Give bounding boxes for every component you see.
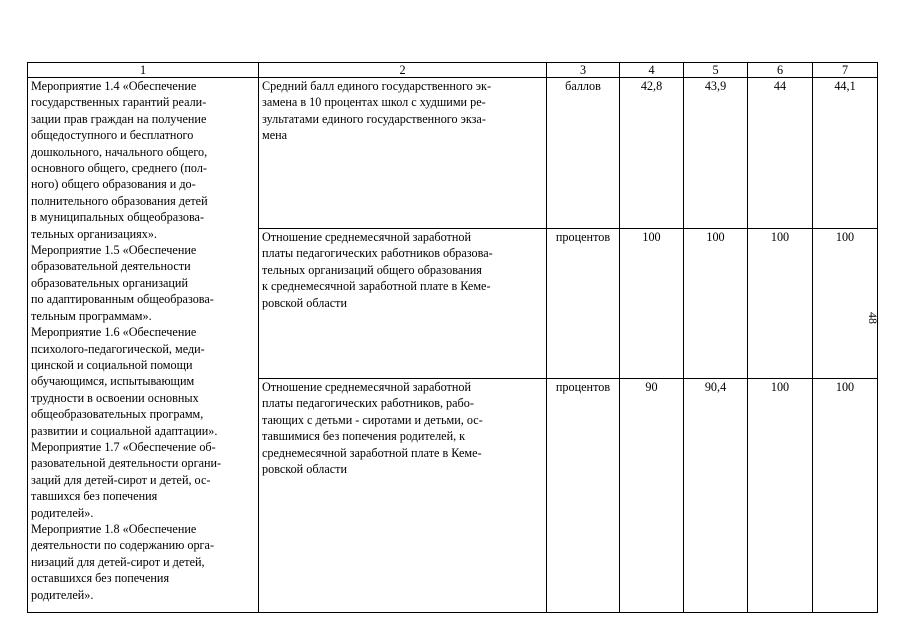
- header-cell-7: 7: [813, 63, 878, 78]
- value-cell-7: 100: [813, 229, 878, 379]
- indicator-cell: Отношение среднемесячной заработной платы педагогических работников, рабо- тающих с детьми - сиротами и детьми, ос- тавшимися без попечения родителей, к среднемесячной заработной плате в Кеме- ровской области: [259, 379, 547, 613]
- page-number: 48: [866, 312, 880, 324]
- value-cell-5: 90,4: [684, 379, 748, 613]
- measures-cell: Мероприятие 1.4 «Обеспечение государственных гарантий реали- зации прав граждан на получение общедоступного и бесплатного дошкольного, начального общего, основного общего, среднего (пол- ного) общего образования и до- полнительного образования детей в муниципальных общеобразова- тельных организациях». Мероприятие 1.5 «Обеспечение образовательной деятельности образовательных организаций по адаптированным общеобразова- тельным программам». Мероприятие 1.6 «Обеспечение психолого-педагогической, меди- цинской и социальной помощи обучающимся, испытывающим трудности в освоении основных общеобразовательных программ, развитии и социальной адаптации». Мероприятие 1.7 «Обеспечение об- разовательной деятельности органи- заций для детей-сирот и детей, ос- тавшихся без попечения родителей». Мероприятие 1.8 «Обеспечение деятельности по содержанию орга- низаций для детей-сирот и детей, оставшихся без попечения родителей».: [28, 78, 259, 613]
- value-cell-6: 44: [748, 78, 813, 229]
- value-cell-5: 100: [684, 229, 748, 379]
- unit-cell: процентов: [547, 379, 620, 613]
- indicator-cell: Отношение среднемесячной заработной платы педагогических работников образова- тельных организаций общего образования к среднемесячной заработной плате в Кеме- ровской области: [259, 229, 547, 379]
- value-cell-4: 90: [620, 379, 684, 613]
- indicators-table: [27, 62, 878, 613]
- header-cell-4: 4: [620, 63, 684, 78]
- indicator-cell: Средний балл единого государственного эк- замена в 10 процентах школ с худшими ре- зультатами единого государственного экза- мена: [259, 78, 547, 229]
- value-cell-6: 100: [748, 229, 813, 379]
- header-row: [28, 63, 878, 78]
- header-cell-1: 1: [28, 63, 259, 78]
- value-cell-6: 100: [748, 379, 813, 613]
- header-cell-3: 3: [547, 63, 620, 78]
- value-cell-4: 100: [620, 229, 684, 379]
- value-cell-4: 42,8: [620, 78, 684, 229]
- header-cell-5: 5: [684, 63, 748, 78]
- value-cell-5: 43,9: [684, 78, 748, 229]
- header-cell-6: 6: [748, 63, 813, 78]
- unit-cell: баллов: [547, 78, 620, 229]
- table-row: [28, 78, 878, 229]
- unit-cell: процентов: [547, 229, 620, 379]
- header-cell-2: 2: [259, 63, 547, 78]
- value-cell-7: 100: [813, 379, 878, 613]
- value-cell-7: 44,1: [813, 78, 878, 229]
